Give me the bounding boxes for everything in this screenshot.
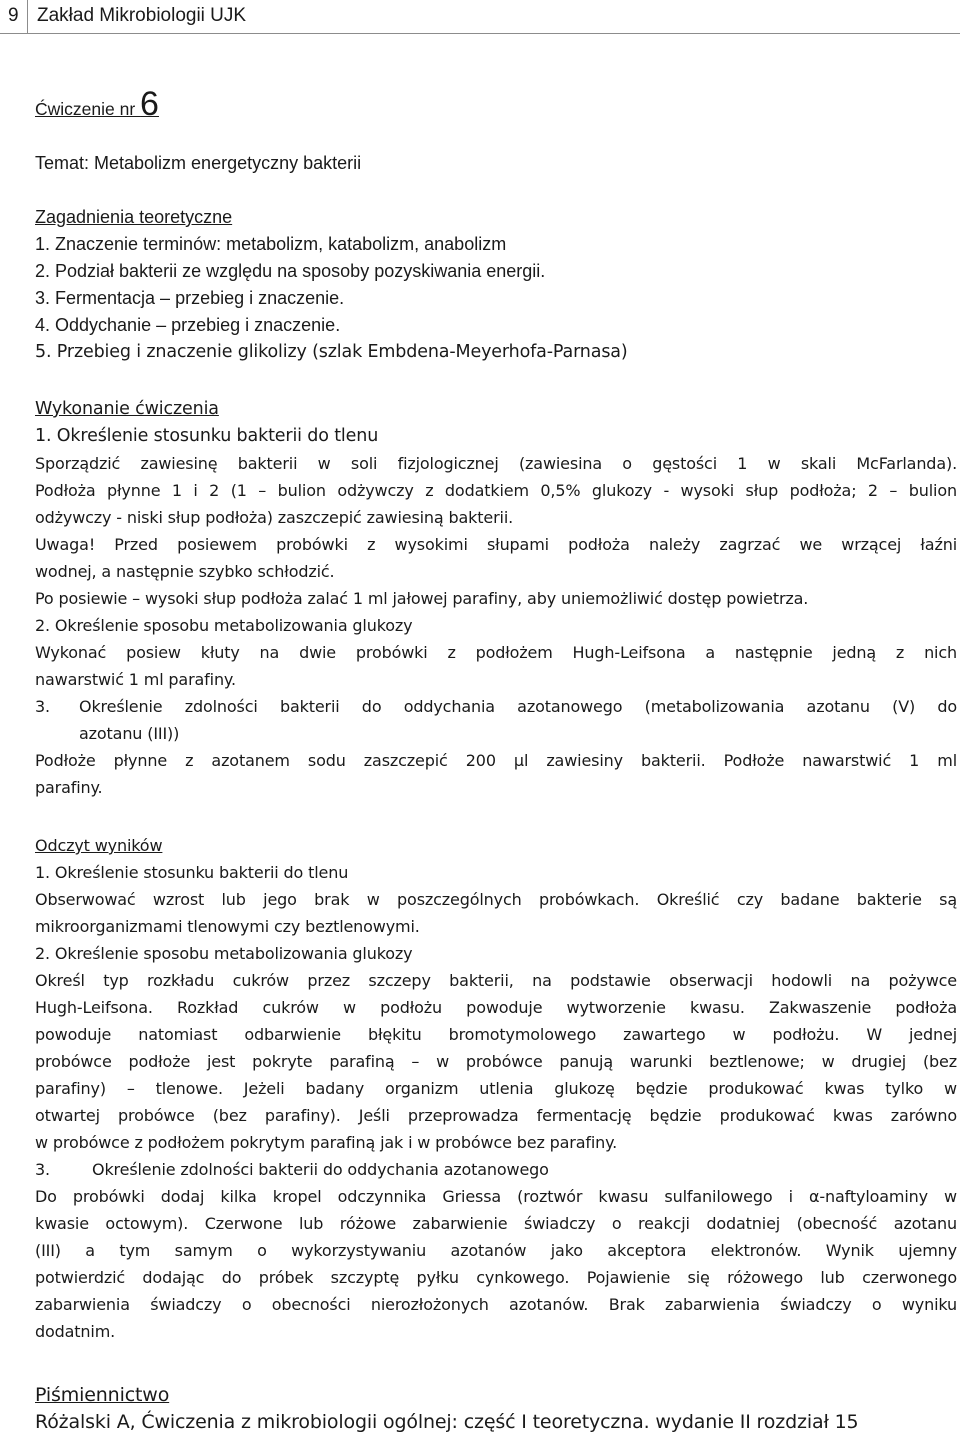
results-r2-line: powoduje natomiast odbarwienie błękitu bromotymolowego zawartego w podłożu. W jednej	[35, 1025, 957, 1044]
bibliography-heading: Piśmiennictwo	[35, 1384, 170, 1406]
execution-s1-note: Uwaga! Przed posiewem probówki z wysokimi słupami podłoża należy zagrzać we wrzącej łaźni	[35, 535, 957, 554]
results-section-1-title: 1. Określenie stosunku bakterii do tlenu	[35, 863, 349, 882]
theory-item: 3. Fermentacja – przebieg i znaczenie.	[35, 288, 345, 308]
results-r2-line: otwartej probówce (bez parafiny). Jeśli przeprowadza fermentację będzie produkować kwas zarówno	[35, 1106, 957, 1125]
department-name: Zakład Mikrobiologii UJK	[37, 5, 247, 26]
execution-section-3-title-cont: azotanu (III))	[79, 724, 180, 743]
results-section-3-number: 3.	[35, 1160, 50, 1179]
results-r3-line: potwierdzić dodając do próbek szczyptę pyłku cynkowego. Pojawienie się różowego lub czerwonego	[35, 1268, 957, 1287]
execution-section-2-title: 2. Określenie sposobu metabolizowania glukozy	[35, 616, 413, 635]
execution-s1-line: odżywczy - niski słup podłoża) zaszczepić zawiesiną bakterii.	[35, 508, 514, 527]
execution-s2-line: nawarstwić 1 ml parafiny.	[35, 670, 236, 689]
results-r3-line: Do probówki dodaj kilka kropel odczynnika Griessa (roztwór kwasu sulfanilowego i α-naftyloaminy w	[35, 1187, 957, 1206]
topic: Temat: Metabolizm energetyczny bakterii	[35, 153, 362, 173]
theory-item: 2. Podział bakterii ze względu na sposoby pozyskiwania energii.	[35, 261, 546, 281]
execution-s1-line: wodnej, a następnie szybko schłodzić.	[35, 562, 335, 581]
bibliography-entry: Różalski A, Ćwiczenia z mikrobiologii ogólnej: część I teoretyczna. wydanie II rozdział 15	[35, 1411, 859, 1433]
execution-section-3-number: 3.	[35, 697, 50, 716]
results-r2-line: Hugh-Leifsona. Rozkład cukrów w podłożu powoduje wytworzenie kwasu. Zakwaszenie podłoża	[35, 998, 957, 1017]
page-header	[0, 0, 960, 34]
theory-item: 1. Znaczenie terminów: metabolizm, katabolizm, anabolizm	[35, 234, 507, 254]
results-r2-line: Określ typ rozkładu cukrów przez szczepy bakterii, na podstawie obserwacji hodowli na pożywce	[35, 971, 957, 990]
theory-item: 4. Oddychanie – przebieg i znaczenie.	[35, 315, 341, 335]
execution-s3-line: Podłoże płynne z azotanem sodu zaszczepić 200 µl zawiesiny bakterii. Podłoże nawarstwić 1 ml	[35, 751, 957, 770]
results-r2-line: parafiny) – tlenowe. Jeżeli badany organizm utlenia glukozę będzie produkować kwas tylko w	[35, 1079, 957, 1098]
results-r2-line: w probówce z podłożem pokrytym parafiną jak i w probówce bez parafiny.	[35, 1133, 618, 1152]
results-r3-line: kwasie octowym). Czerwone lub różowe zabarwienie świadczy o reakcji dodatniej (obecność azotanu	[35, 1214, 957, 1233]
exercise-number: 6	[140, 85, 159, 123]
execution-s1-line: Sporządzić zawiesinę bakterii w soli fizjologicznej (zawiesina o gęstości 1 w skali McFarlanda).	[35, 454, 957, 473]
theory-heading: Zagadnienia teoretyczne	[35, 207, 233, 227]
exercise-title	[35, 84, 159, 129]
results-r2-line: probówce podłoże jest pokryte parafiną – w probówce panują warunki beztlenowe; w drugiej (bez	[35, 1052, 957, 1071]
execution-section-3-title: Określenie zdolności bakterii do oddychania azotanowego (metabolizowania azotanu (V) do	[79, 697, 957, 716]
page-number: 9	[8, 5, 19, 26]
execution-section-1-title: 1. Określenie stosunku bakterii do tlenu	[35, 426, 379, 446]
execution-s1-line: Po posiewie – wysoki słup podłoża zalać 1 ml jałowej parafiny, aby uniemożliwić dostęp powietrza.	[35, 589, 809, 608]
results-r3-line: zabarwienia świadczy o obecności nierozłożonych azotanów. Brak zabarwienia świadczy o wyniku	[35, 1295, 957, 1314]
exercise-title-label: Ćwiczenie nr	[35, 99, 141, 119]
results-r3-line: dodatnim.	[35, 1322, 116, 1341]
header-divider	[27, 0, 28, 33]
results-section-2-title: 2. Określenie sposobu metabolizowania glukozy	[35, 944, 413, 963]
results-r1-line: mikroorganizmami tlenowymi czy beztlenowymi.	[35, 917, 420, 936]
results-section-3-title: Określenie zdolności bakterii do oddychania azotanowego	[92, 1160, 549, 1179]
execution-heading: Wykonanie ćwiczenia	[35, 399, 219, 419]
results-r1-line: Obserwować wzrost lub jego brak w poszczególnych probówkach. Określić czy badane bakterie są	[35, 890, 957, 909]
results-heading: Odczyt wyników	[35, 836, 163, 855]
execution-s1-line: Podłoża płynne 1 i 2 (1 – bulion odżywczy z dodatkiem 0,5% glukozy - wysoki słup podłoża; 2 – bulion	[35, 481, 957, 500]
execution-s3-line: parafiny.	[35, 778, 103, 797]
theory-item: 5. Przebieg i znaczenie glikolizy (szlak Embdena-Meyerhofa-Parnasa)	[35, 342, 628, 362]
execution-s2-line: Wykonać posiew kłuty na dwie probówki z podłożem Hugh-Leifsona a następnie jedną z nich	[35, 643, 957, 662]
results-r3-line: (III) a tym samym o wykorzystywaniu azotanów jako akceptora elektronów. Wynik ujemny	[35, 1241, 957, 1260]
